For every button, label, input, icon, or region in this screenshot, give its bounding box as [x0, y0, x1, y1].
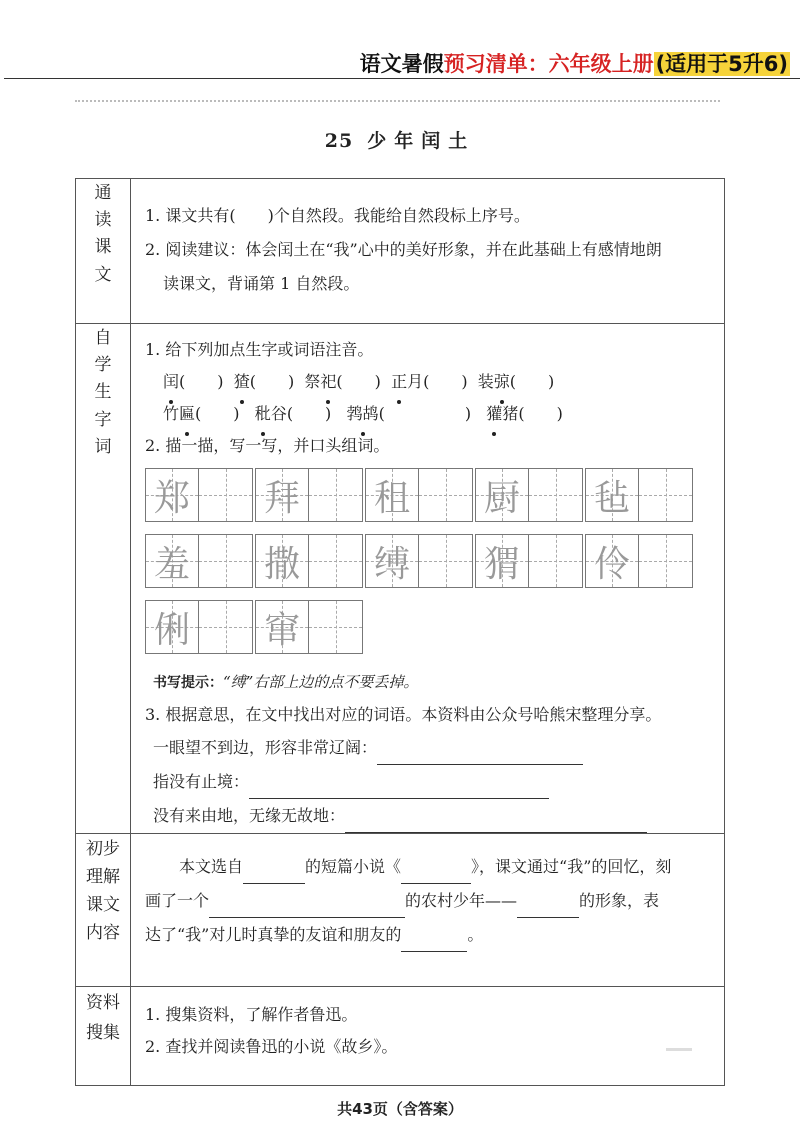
- practice-char: 俐: [153, 609, 190, 651]
- practice-char: 租: [373, 477, 410, 519]
- practice-char: 伶: [593, 543, 630, 585]
- answer-blank[interactable]: [345, 812, 647, 833]
- pinyin-row-2: 竹匾( ) 秕谷( ) 鹁鸪( ) 獾猪( ): [145, 398, 710, 430]
- dotted-divider: [75, 100, 720, 102]
- section-content: 1. 给下列加点生字或词语注音。 闰( ) 猹( ) 祭祀( ) 正月( ) 装弶( ) 竹匾( ) 秕谷( ) 鹁鸪( ) 獾猪( ) 2. 描一描，写一写，并口头组词。 郑 拜 租 厨 毡 羞 撒 缚 猬 伶 俐 窜 书写提示：“缚”右部上边的点不要丢掉。 3. 根据意思，在文中找出对应的词语。本资料由公众号哈熊宋整理分享。 一眼望不到边，形容非常辽阔： 指没有止境： 没有来由地，无缘无故地：: [131, 324, 725, 834]
- section-read: [76, 179, 725, 324]
- section-self-study: [76, 324, 725, 834]
- worksheet-table: [75, 178, 725, 1086]
- answer-blank[interactable]: [209, 897, 405, 918]
- answer-blank[interactable]: [377, 744, 583, 765]
- practice-char: 撒: [263, 543, 300, 585]
- section-content: 1. 搜集资料，了解作者鲁迅。 2. 查找并阅读鲁迅的小说《故乡》。: [131, 987, 725, 1086]
- answer-blank[interactable]: [517, 897, 579, 918]
- practice-char: 拜: [263, 477, 300, 519]
- meaning-1: 一眼望不到边，形容非常辽阔：: [145, 731, 710, 765]
- answer-blank[interactable]: [249, 778, 549, 799]
- section-label: 自 学 生 字 词: [76, 324, 131, 834]
- meaning-2: 指没有止境：: [145, 765, 710, 799]
- answer-blank[interactable]: [401, 863, 471, 884]
- practice-char: 缚: [373, 543, 410, 585]
- practice-char: 羞: [153, 543, 190, 585]
- meaning-3: 没有来由地，无缘无故地：: [145, 799, 710, 833]
- section-content: 1. 课文共有( )个自然段。我能给自然段标上序号。 2. 阅读建议：体会闰土在“我”心中的美好形象，并在此基础上有感情地朗 读课文，背诵第 1 自然段。: [131, 179, 725, 324]
- char-grid: [145, 468, 710, 656]
- section-label: 通 读 课 文: [76, 179, 131, 324]
- practice-char: 厨: [483, 477, 520, 519]
- header-rule: [4, 78, 800, 79]
- page-mark: [666, 1048, 692, 1051]
- answer-blank[interactable]: [401, 931, 467, 952]
- practice-char: 窜: [263, 609, 300, 651]
- practice-char: 郑: [153, 477, 190, 519]
- page-header: [0, 0, 800, 95]
- practice-char: 猬: [483, 543, 520, 585]
- section-label: 初步 理解 课文 内容: [76, 834, 131, 987]
- page-footer: 共43页（含答案）: [337, 1100, 463, 1118]
- header-title: 语文暑假预习清单：六年级上册(适用于5升6): [359, 52, 788, 76]
- answer-blank[interactable]: [243, 863, 305, 884]
- section-label: 资料 搜集: [76, 987, 131, 1086]
- section-research: [76, 987, 725, 1086]
- lesson-title: 25 少年闰土: [324, 130, 476, 152]
- practice-char: 毡: [593, 477, 630, 519]
- section-understand: [76, 834, 725, 987]
- writing-tip: 书写提示：“缚”右部上边的点不要丢掉。: [153, 673, 419, 691]
- pinyin-row-1: 闰( ) 猹( ) 祭祀( ) 正月( ) 装弶( ): [145, 366, 710, 398]
- section-content: 本文选自 的短篇小说《 》，课文通过“我”的回忆，刻 画了一个 的农村少年—— 的形象，表 达了“我”对儿时真挚的友谊和朋友的 。: [131, 834, 725, 987]
